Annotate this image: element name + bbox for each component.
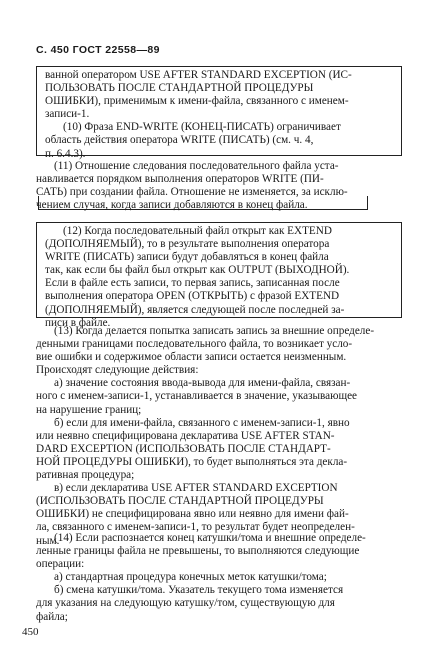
text-line: область действия оператора WRITE (ПИСАТЬ) (см. ч. 4, — [45, 134, 314, 147]
text-line: в) если декларатива USE AFTER STANDARD EXCEPTION — [54, 482, 338, 495]
text-line: на нарушение границ; — [36, 403, 142, 416]
text-line: навливается порядком выполнения операторов WRITE (ПИ- — [36, 173, 324, 186]
text-line: ративная процедура; — [36, 469, 135, 482]
text-line: а) значение состояния ввода-вывода для имени-файла, связан- — [54, 377, 351, 390]
page-number: 450 — [22, 626, 39, 638]
paragraph-14 — [36, 532, 406, 624]
text-line: (14) Если распознается конец катушки/тома и внешние определе- — [54, 532, 366, 544]
text-line: WRITE (ПИСАТЬ) записи будут добавляться в конец файла — [45, 251, 329, 264]
text-line: так, как если бы файл был открыт как OUTPUT (ВЫХОДНОЙ). — [45, 264, 350, 277]
page-header: С. 450 ГОСТ 22558—89 — [36, 44, 160, 56]
text-line: операции: — [36, 558, 85, 571]
text-line: НОЙ ПРОЦЕДУРЫ ОШИБКИ), то будет выполняться эта декла- — [36, 455, 348, 468]
text-line: для указания на следующую катушку/том, существующую для — [36, 597, 335, 610]
text-line: (10) Фраза END-WRITE (КОНЕЦ-ПИСАТЬ) ограничивает — [63, 121, 341, 134]
revision-mark-underline — [38, 196, 368, 210]
text-line: ПОЛЬЗОВАТЬ ПОСЛЕ СТАНДАРТНОЙ ПРОЦЕДУРЫ — [45, 82, 314, 95]
text-line: Если в файле есть записи, то первая запись, записанная после — [45, 277, 340, 290]
text-line: ленные границы файла не превышены, то выполняются следующие — [36, 545, 360, 558]
text-line: б) смена катушки/тома. Указатель текущего тома изменяется — [54, 584, 344, 597]
text-line: б) если для имени-файла, связанного с именем-записи-1, явно — [54, 416, 350, 429]
text-line: САТЬ) при создании файла. Отношение не изменяется, за исклю- — [36, 186, 348, 199]
text-line: (12) Когда последовательный файл открыт как EXTEND — [63, 225, 332, 237]
text-line: (11) Отношение следования последовательного файла уста- — [54, 160, 339, 172]
text-line: Происходят следующие действия: — [36, 364, 199, 377]
text-line: а) стандартная процедура конечных меток катушки/тома; — [54, 571, 327, 584]
revision-box-1 — [36, 66, 402, 160]
text-line: п. 6.4.3). — [45, 147, 86, 160]
text-line: (13) Когда делается попытка записать запись за внешние определе- — [54, 325, 375, 337]
text-line: или неявно специфицирована декларатива USE AFTER STAN- — [36, 429, 335, 442]
text-line: ным. — [36, 534, 60, 547]
text-line: денными границами последовательного файла, то возникает усло- — [36, 338, 353, 351]
text-line: вие ошибки и содержимое области записи остается неизменным. — [36, 351, 347, 364]
text-line: (ДОПОЛНЯЕМЫЙ), то в результате выполнения оператора — [45, 238, 330, 251]
text-line: DARD EXCEPTION (ИСПОЛЬЗОВАТЬ ПОСЛЕ СТАНДАРТ- — [36, 442, 331, 455]
text-line: (ИСПОЛЬЗОВАТЬ ПОСЛЕ СТАНДАРТНОЙ ПРОЦЕДУРЫ — [36, 495, 324, 508]
text-line: ОШИБКИ), применимым к имени-файла, связанного с именем- — [45, 95, 349, 108]
text-line: ванной оператором USE AFTER STANDARD EXCEPTION (ИС- — [45, 69, 352, 81]
text-line: файла; — [36, 610, 68, 623]
text-line: ного с именем-записи-1, устанавливается в значение, указывающее — [36, 390, 358, 403]
text-line: ОШИБКИ) не специфицирована явно или неявно для имени фай- — [36, 508, 349, 521]
text-line: чением случая, когда записи добавляются в конец файла. — [36, 199, 308, 212]
text-line: писи в файле. — [45, 316, 111, 329]
text-line: выполнения оператора OPEN (ОТКРЫТЬ) с фразой EXTEND — [45, 290, 340, 303]
text-line: (ДОПОЛНЯЕМЫЙ), является следующей после последней за- — [45, 303, 345, 316]
text-line: ла, связанного с именем-записи-1, то результат будет неопределен- — [36, 521, 355, 534]
paragraph-13 — [36, 325, 406, 548]
revision-box-2 — [36, 222, 402, 329]
text-line: записи-1. — [45, 108, 90, 121]
